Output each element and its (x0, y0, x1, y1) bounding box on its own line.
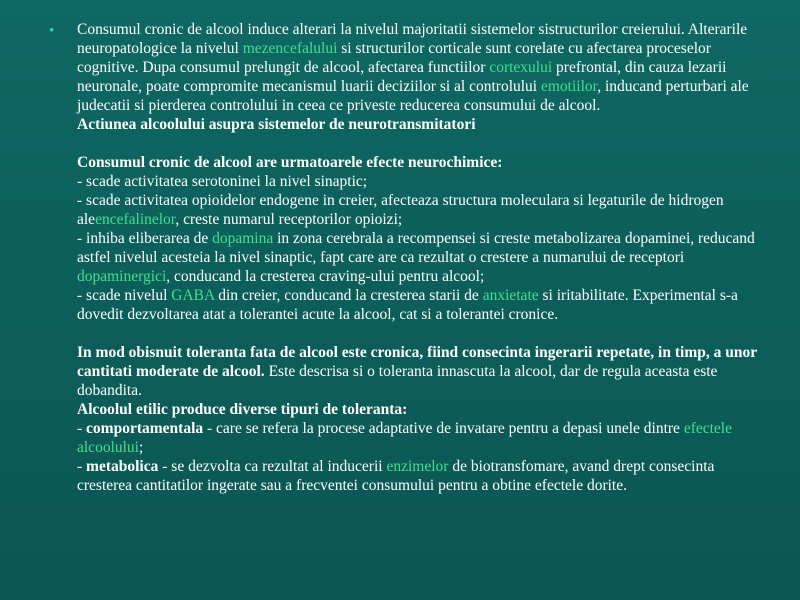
bold-text: comportamentala (86, 420, 204, 437)
tolerance-metabolic (77, 457, 764, 495)
intro-paragraph (77, 20, 764, 115)
highlighted-term: GABA (171, 287, 215, 304)
text-run: si structurilor corticale sunt corelate cu afectarea proceselor cognitive. Dupa consumul prelungit de alcool, afectarea functiilor (77, 40, 711, 76)
text-run: din creier, conducand la cresterea starii de (214, 287, 483, 304)
text-run: Este descrisa si o toleranta innascuta la alcool, dar de regula aceasta este dobandita. (77, 363, 718, 399)
effect-dopamine (77, 229, 764, 286)
bold-text: In mod obisnuit toleranta fata de alcool este cronica, fiind consecinta ingerarii repetate, in timp, a unor cantitati moderate de alcool. (77, 344, 757, 380)
text-run: - (77, 458, 87, 475)
text-run: - care se refera la procese adaptative de invatare pentru a depasi unele dintre (203, 420, 684, 437)
spacer (77, 134, 764, 153)
highlighted-term: mezencefalului (242, 40, 338, 57)
spacer (77, 324, 764, 343)
effect-opioids (77, 191, 764, 229)
text-run: - scade activitatea serotoninei la nivel sinaptic; (77, 173, 368, 190)
highlighted-term: emotiilor (541, 78, 598, 95)
text-run: - scade activitatea opioidelor endogene in creier, afecteaza structura moleculara si legaturile de hidrogen ale (77, 192, 724, 228)
text-run: - inhiba eliberarea de (77, 230, 213, 247)
effect-serotonin (77, 172, 764, 191)
text-run: - scade nivelul (77, 287, 172, 304)
text-run: - se dezvolta ca rezultat al inducerii (158, 458, 387, 475)
text-run: si iritabilitate. Experimental s-a dovedit dezvoltarea atat a tolerantei acute la alcool, cat si a tolerantei cronice. (77, 287, 738, 323)
text-run: prefrontal, din cauza lezarii neuronale, poate compromite mecanismul luarii deciziilor si al controlului (77, 59, 727, 95)
tolerance-behavioral (77, 419, 764, 457)
highlighted-term: dopaminergici (77, 268, 167, 285)
bullet-icon: • (49, 23, 55, 39)
highlighted-term: efectele alcoolului (77, 420, 732, 456)
effect-gaba (77, 286, 764, 324)
text-run: , creste numarul receptorilor opioizi; (175, 211, 403, 228)
text-run: in zona cerebrala a recompensei si creste metabolizarea dopaminei, reducand astfel nivelul acesteia la nivel sinaptic, fapt care are ca rezultat o crestere a numarului de receptori (77, 230, 755, 266)
text-run: - (77, 420, 87, 437)
text-run: , conducand la cresterea craving-ului pentru alcool; (166, 268, 485, 285)
bold-text: metabolica (86, 458, 159, 475)
heading-neurochemical-effects: Consumul cronic de alcool are urmatoarele efecte neurochimice: (77, 154, 503, 171)
text-run: de biotransfomare, avand drept consecinta cresterea cantitatilor ingerate sau a frecventei consumului pentru a obtine efectele dorite. (77, 458, 715, 494)
highlighted-term: enzimelor (386, 458, 449, 475)
heading-neurotransmitters: Actiunea alcoolului asupra sistemelor de neurotransmitatori (77, 116, 476, 133)
highlighted-term: cortexului (489, 59, 553, 76)
highlighted-term: dopamina (212, 230, 274, 247)
text-run: ; (139, 439, 144, 456)
slide-body (77, 20, 764, 495)
heading-tolerance-types: Alcoolul etilic produce diverse tipuri de toleranta: (77, 401, 408, 418)
tolerance-paragraph (77, 343, 764, 400)
text-run: , inducand perturbari ale judecatii si pierderea controlului in ceea ce priveste reducerea consumului de alcool. (77, 78, 749, 114)
highlighted-term: encefalinelor (95, 211, 176, 228)
text-run: Consumul cronic de alcool induce alterari la nivelul majoritatii sistemelor sistructurilor creierului. Alterarile neuropatologice la nivelul (77, 21, 748, 57)
highlighted-term: anxietate (482, 287, 539, 304)
